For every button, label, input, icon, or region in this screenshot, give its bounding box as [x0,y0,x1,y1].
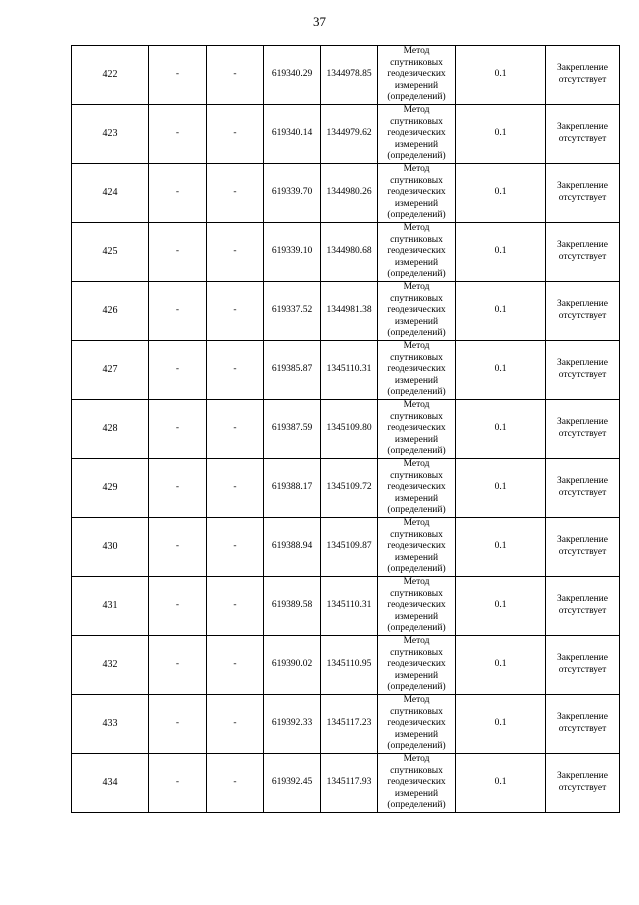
empty-dash-cell: - [149,754,207,813]
y-coordinate-cell: 1344980.26 [321,164,378,223]
y-coordinate-cell: 1344978.85 [321,46,378,105]
point-number-cell: 432 [72,636,149,695]
y-coordinate-cell: 1344981.38 [321,282,378,341]
precision-cell: 0.1 [456,164,546,223]
fixing-description-cell: Закрепление отсутствует [546,577,620,636]
method-cell [378,164,456,223]
empty-dash-cell: - [149,577,207,636]
empty-dash-cell: - [149,46,207,105]
empty-dash-cell: - [149,695,207,754]
x-coordinate-cell: 619387.59 [264,400,321,459]
table-row [72,695,620,754]
fixing-description-cell: Закрепление отсутствует [546,164,620,223]
point-number-cell: 428 [72,400,149,459]
empty-dash-cell: - [207,341,264,400]
point-number-cell: 430 [72,518,149,577]
empty-dash-cell: - [207,400,264,459]
method-cell [378,46,456,105]
y-coordinate-cell: 1345110.31 [321,577,378,636]
table-row [72,459,620,518]
x-coordinate-cell: 619388.17 [264,459,321,518]
x-coordinate-cell: 619339.70 [264,164,321,223]
precision-cell: 0.1 [456,518,546,577]
y-coordinate-cell: 1345109.87 [321,518,378,577]
empty-dash-cell: - [207,577,264,636]
fixing-description-cell: Закрепление отсутствует [546,341,620,400]
point-number-cell: 427 [72,341,149,400]
method-cell [378,754,456,813]
precision-cell: 0.1 [456,282,546,341]
x-coordinate-cell: 619392.33 [264,695,321,754]
precision-cell: 0.1 [456,754,546,813]
empty-dash-cell: - [149,105,207,164]
point-number-cell: 424 [72,164,149,223]
empty-dash-cell: - [149,636,207,695]
empty-dash-cell: - [207,223,264,282]
table-row [72,164,620,223]
table-body [72,46,620,813]
point-number-cell: 426 [72,282,149,341]
point-number-cell: 433 [72,695,149,754]
empty-dash-cell: - [149,400,207,459]
method-text: Метод спутниковых геодезических измерений (определений) [387,282,446,339]
table-row [72,341,620,400]
precision-cell: 0.1 [456,459,546,518]
point-number-cell: 434 [72,754,149,813]
x-coordinate-cell: 619392.45 [264,754,321,813]
empty-dash-cell: - [149,459,207,518]
empty-dash-cell: - [149,223,207,282]
y-coordinate-cell: 1345117.93 [321,754,378,813]
page-number: 37 [313,14,326,29]
point-number-cell: 423 [72,105,149,164]
x-coordinate-cell: 619390.02 [264,636,321,695]
x-coordinate-cell: 619339.10 [264,223,321,282]
method-text: Метод спутниковых геодезических измерений (определений) [387,223,446,280]
empty-dash-cell: - [149,282,207,341]
method-cell [378,695,456,754]
point-number-cell: 429 [72,459,149,518]
method-cell [378,105,456,164]
x-coordinate-cell: 619340.14 [264,105,321,164]
x-coordinate-cell: 619388.94 [264,518,321,577]
fixing-description-cell: Закрепление отсутствует [546,223,620,282]
empty-dash-cell: - [207,105,264,164]
y-coordinate-cell: 1345110.95 [321,636,378,695]
fixing-description-cell: Закрепление отсутствует [546,282,620,341]
y-coordinate-cell: 1344980.68 [321,223,378,282]
table-row [72,754,620,813]
fixing-description-cell: Закрепление отсутствует [546,459,620,518]
method-cell [378,400,456,459]
method-cell [378,223,456,282]
precision-cell: 0.1 [456,223,546,282]
method-cell [378,282,456,341]
fixing-description-cell: Закрепление отсутствует [546,105,620,164]
empty-dash-cell: - [207,164,264,223]
precision-cell: 0.1 [456,400,546,459]
y-coordinate-cell: 1344979.62 [321,105,378,164]
precision-cell: 0.1 [456,636,546,695]
table-row [72,46,620,105]
empty-dash-cell: - [149,164,207,223]
method-text: Метод спутниковых геодезических измерений (определений) [387,341,446,398]
point-number-cell: 422 [72,46,149,105]
y-coordinate-cell: 1345109.80 [321,400,378,459]
method-text: Метод спутниковых геодезических измерений (определений) [387,400,446,457]
empty-dash-cell: - [207,695,264,754]
table-row [72,577,620,636]
table-row [72,636,620,695]
method-text: Метод спутниковых геодезических измерений (определений) [387,636,446,693]
fixing-description-cell: Закрепление отсутствует [546,695,620,754]
method-text: Метод спутниковых геодезических измерений (определений) [387,518,446,575]
point-number-cell: 425 [72,223,149,282]
method-cell [378,518,456,577]
point-number-cell: 431 [72,577,149,636]
fixing-description-cell: Закрепление отсутствует [546,46,620,105]
empty-dash-cell: - [207,459,264,518]
precision-cell: 0.1 [456,577,546,636]
table-row [72,282,620,341]
method-text: Метод спутниковых геодезических измерений (определений) [387,164,446,221]
method-text: Метод спутниковых геодезических измерений (определений) [387,577,446,634]
method-text: Метод спутниковых геодезических измерений (определений) [387,46,446,103]
x-coordinate-cell: 619389.58 [264,577,321,636]
x-coordinate-cell: 619340.29 [264,46,321,105]
empty-dash-cell: - [207,754,264,813]
precision-cell: 0.1 [456,341,546,400]
empty-dash-cell: - [207,636,264,695]
y-coordinate-cell: 1345110.31 [321,341,378,400]
method-cell [378,341,456,400]
method-cell [378,577,456,636]
fixing-description-cell: Закрепление отсутствует [546,754,620,813]
precision-cell: 0.1 [456,46,546,105]
table-row [72,105,620,164]
method-cell [378,636,456,695]
y-coordinate-cell: 1345117.23 [321,695,378,754]
empty-dash-cell: - [207,518,264,577]
y-coordinate-cell: 1345109.72 [321,459,378,518]
table-row [72,518,620,577]
precision-cell: 0.1 [456,105,546,164]
empty-dash-cell: - [149,341,207,400]
coordinates-table [71,45,620,813]
empty-dash-cell: - [207,46,264,105]
method-text: Метод спутниковых геодезических измерений (определений) [387,459,446,516]
fixing-description-cell: Закрепление отсутствует [546,518,620,577]
method-cell [378,459,456,518]
fixing-description-cell: Закрепление отсутствует [546,400,620,459]
precision-cell: 0.1 [456,695,546,754]
method-text: Метод спутниковых геодезических измерений (определений) [387,754,446,811]
x-coordinate-cell: 619385.87 [264,341,321,400]
empty-dash-cell: - [207,282,264,341]
table-row [72,223,620,282]
x-coordinate-cell: 619337.52 [264,282,321,341]
table-row [72,400,620,459]
empty-dash-cell: - [149,518,207,577]
fixing-description-cell: Закрепление отсутствует [546,636,620,695]
method-text: Метод спутниковых геодезических измерений (определений) [387,695,446,752]
method-text: Метод спутниковых геодезических измерений (определений) [387,105,446,162]
